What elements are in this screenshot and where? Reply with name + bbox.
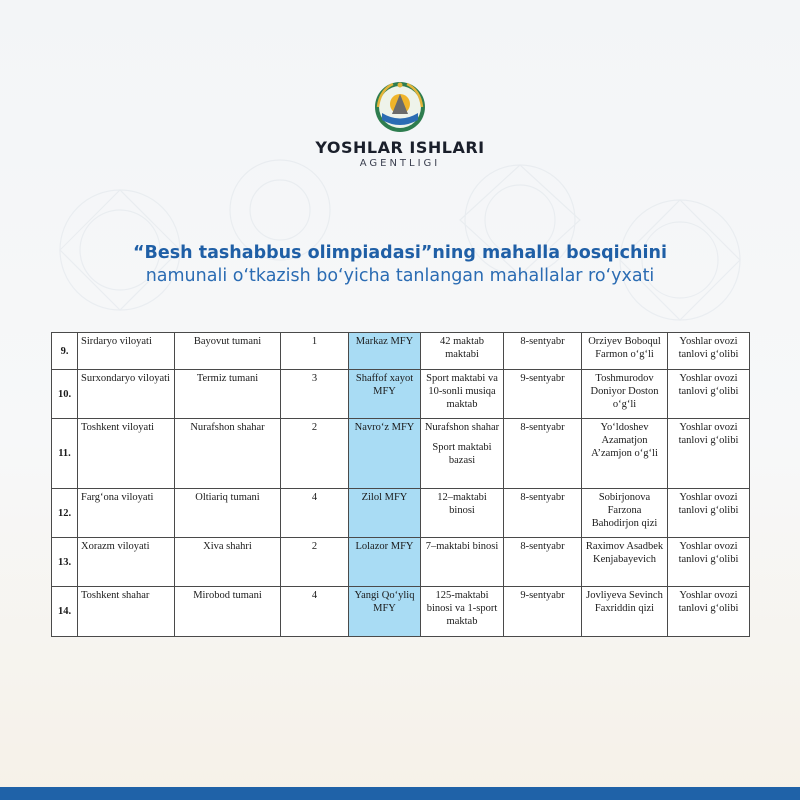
date-cell: 9-sentyabr <box>504 587 582 637</box>
date-cell: 8-sentyabr <box>504 419 582 489</box>
count-cell: 2 <box>281 538 349 587</box>
venue-line-2: Sport maktabi bazasi <box>432 442 492 466</box>
venue-cell: 42 maktab maktabi <box>421 333 504 370</box>
row-number: 13. <box>52 538 78 587</box>
date-cell: 8-sentyabr <box>504 538 582 587</box>
region-cell: Xorazm viloyati <box>78 538 175 587</box>
person-cell: Sobirjonova Farzona Bahodirjon qizi <box>582 489 668 538</box>
count-cell: 1 <box>281 333 349 370</box>
note-cell: Yoshlar ovozi tanlovi g‘olibi <box>668 419 750 489</box>
person-cell: Orziyev Boboqul Farmon o‘g‘li <box>582 333 668 370</box>
date-cell: 8-sentyabr <box>504 489 582 538</box>
note-cell: Yoshlar ovozi tanlovi g‘olibi <box>668 333 750 370</box>
table-row <box>52 489 750 538</box>
district-cell: Oltiariq tumani <box>175 489 281 538</box>
logo <box>0 80 800 169</box>
note-cell: Yoshlar ovozi tanlovi g‘olibi <box>668 587 750 637</box>
row-number: 9. <box>52 333 78 370</box>
venue-line-1: Nurafshon shahar <box>424 422 500 433</box>
organization-subtitle: AGENTLIGI <box>359 158 441 169</box>
region-cell: Farg‘ona viloyati <box>78 489 175 538</box>
date-cell: 8-sentyabr <box>504 333 582 370</box>
person-cell: Yo‘ldoshev Azamatjon A’zamjon o‘g‘li <box>582 419 668 489</box>
district-cell: Nurafshon shahar <box>175 419 281 489</box>
note-cell: Yoshlar ovozi tanlovi g‘olibi <box>668 370 750 419</box>
note-cell: Yoshlar ovozi tanlovi g‘olibi <box>668 538 750 587</box>
venue-cell: Sport maktabi va 10-sonli musiqa maktab <box>421 370 504 419</box>
mfy-cell: Markaz MFY <box>349 333 421 370</box>
district-cell: Xiva shahri <box>175 538 281 587</box>
region-cell: Toshkent viloyati <box>78 419 175 489</box>
date-cell: 9-sentyabr <box>504 370 582 419</box>
note-cell: Yoshlar ovozi tanlovi g‘olibi <box>668 489 750 538</box>
title-line-2: namunali o‘tkazish bo‘yicha tanlangan mahallalar ro‘yxati <box>145 266 655 286</box>
mahalla-table <box>51 332 750 637</box>
person-cell: Toshmurodov Doniyor Doston o‘g‘li <box>582 370 668 419</box>
mfy-cell: Shaffof xayot MFY <box>349 370 421 419</box>
mfy-cell: Zilol MFY <box>349 489 421 538</box>
mfy-cell: Navro‘z MFY <box>349 419 421 489</box>
table-row <box>52 587 750 637</box>
row-number: 14. <box>52 587 78 637</box>
venue-cell <box>421 419 504 489</box>
venue-cell: 12–maktabi binosi <box>421 489 504 538</box>
state-emblem-icon <box>373 80 427 134</box>
title-line-1: “Besh tashabbus olimpiadasi”ning mahalla bosqichini <box>133 243 667 263</box>
table-row <box>52 419 750 489</box>
district-cell: Bayovut tumani <box>175 333 281 370</box>
count-cell: 2 <box>281 419 349 489</box>
table-row <box>52 370 750 419</box>
mfy-cell: Yangi Qo‘yliq MFY <box>349 587 421 637</box>
bottom-accent-bar <box>0 787 800 800</box>
row-number: 11. <box>52 419 78 489</box>
row-number: 12. <box>52 489 78 538</box>
district-cell: Termiz tumani <box>175 370 281 419</box>
mfy-cell: Lolazor MFY <box>349 538 421 587</box>
table-row <box>52 333 750 370</box>
region-cell: Sirdaryo viloyati <box>78 333 175 370</box>
count-cell: 4 <box>281 489 349 538</box>
count-cell: 4 <box>281 587 349 637</box>
region-cell: Surxondaryo viloyati <box>78 370 175 419</box>
venue-cell: 7–maktabi binosi <box>421 538 504 587</box>
table-row <box>52 538 750 587</box>
person-cell: Jovliyeva Sevinch Faxriddin qizi <box>582 587 668 637</box>
venue-cell: 125-maktabi binosi va 1-sport maktab <box>421 587 504 637</box>
row-number: 10. <box>52 370 78 419</box>
count-cell: 3 <box>281 370 349 419</box>
region-cell: Toshkent shahar <box>78 587 175 637</box>
district-cell: Mirobod tumani <box>175 587 281 637</box>
person-cell: Raximov Asadbek Kenjabayevich <box>582 538 668 587</box>
organization-name: YOSHLAR ISHLARI <box>315 138 485 157</box>
page-title <box>0 242 800 288</box>
